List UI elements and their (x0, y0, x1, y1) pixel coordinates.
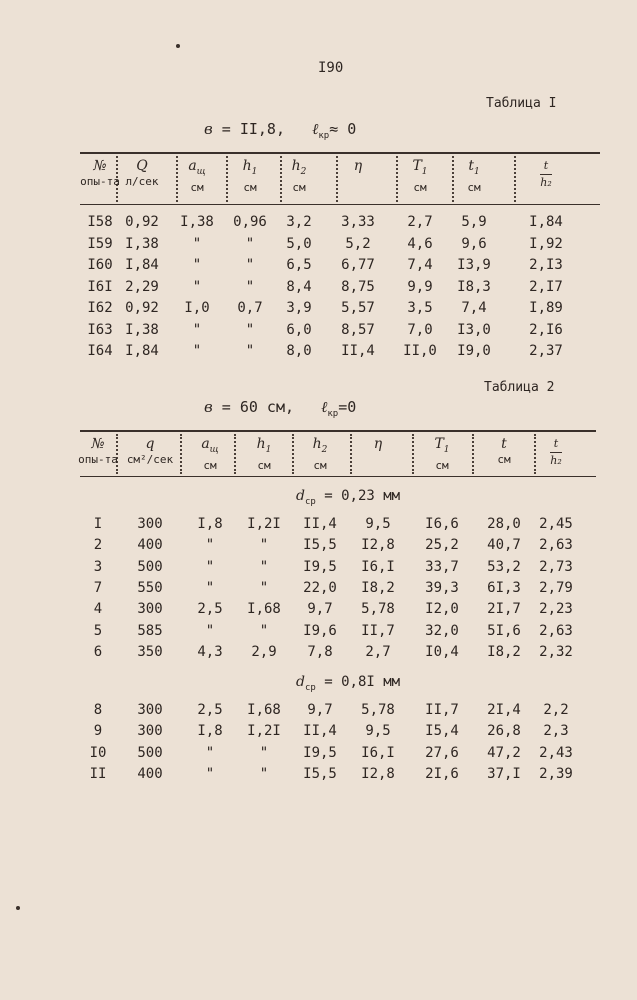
table2-cell: 2I,4 (487, 702, 521, 718)
table2-cell: 2 (93, 537, 103, 554)
header-subscript: 1 (421, 166, 428, 177)
table2-cell: I6,I (361, 744, 395, 761)
table1-cell: 6,0 (286, 321, 312, 338)
table1-cell: 2,I3 (529, 257, 563, 273)
table2-cell: " (259, 765, 269, 782)
table1-cell: 9,6 (461, 235, 487, 252)
table1-cell: 3,9 (286, 300, 312, 316)
table1-cell: 6,5 (286, 257, 312, 273)
table1-cell: I63 (87, 321, 113, 338)
header-symbol: $h_1$ (256, 436, 272, 455)
table2-cell: 26,8 (487, 723, 521, 740)
table2-cell: 300 (137, 516, 163, 532)
table2-cell: 8 (93, 702, 103, 718)
table1-cell: " (192, 343, 202, 359)
table2-cell: 400 (137, 537, 163, 554)
header-unit: см²/сек (126, 453, 174, 466)
table2-header-rule (80, 476, 596, 477)
table2-cell: I,68 (247, 601, 281, 618)
table1-cell: 7,4 (461, 300, 487, 316)
table2-cell: 5I,6 (487, 622, 521, 639)
table2-cell: 25,2 (425, 537, 459, 554)
header-subscript: щ (196, 166, 206, 177)
header-unit: см (497, 453, 511, 466)
table2-cell: 37,I (487, 765, 521, 782)
table2-cell: 2,73 (539, 558, 573, 575)
table2-cell: 2,9 (251, 643, 277, 660)
subtitle-value: = 0,8I мм (315, 674, 401, 690)
table2-cell: 39,3 (425, 579, 459, 596)
table1-cell: 3,5 (407, 300, 433, 316)
table2-cell: 300 (137, 723, 163, 740)
table2-cell: 350 (137, 643, 163, 660)
table1-cell: 2,I6 (529, 321, 563, 338)
table1-cell: 0,92 (125, 214, 159, 230)
table2-cell: I2,8 (361, 537, 395, 554)
table2-cell: II,7 (361, 622, 395, 639)
fraction-denominator: h₂ (540, 176, 552, 189)
table2-header-6 (412, 436, 472, 474)
table2-cell: I,8 (197, 723, 223, 740)
table2-cell: " (205, 537, 215, 554)
table2-cell: 53,2 (487, 558, 521, 575)
table1-condition (204, 120, 356, 141)
header-symbol: η (373, 436, 383, 452)
table2-cell: 2,7 (365, 643, 391, 660)
table2-cell: 7 (93, 579, 103, 596)
table2-cell: 585 (137, 622, 163, 639)
table1-cell: " (245, 278, 255, 295)
table2-cell: I0,4 (425, 643, 459, 660)
table1-header-4 (269, 158, 329, 196)
table2-cell: I2,8 (361, 765, 395, 782)
table2-cell: " (205, 744, 215, 761)
table2-header-1 (120, 436, 180, 468)
header-unit: см (435, 458, 449, 472)
b-value: = 60 см, (221, 398, 295, 416)
table2-cell: " (205, 579, 215, 596)
table2-cell: 9 (93, 723, 103, 740)
table1-cell: 9,9 (407, 278, 433, 295)
table1-cell: 2,I7 (529, 278, 563, 295)
fraction (550, 436, 562, 469)
table1-cell: 5,2 (345, 235, 371, 252)
table2-cell: 3 (93, 558, 103, 575)
l-value: =0 (338, 398, 357, 416)
header-symbol: $a_щ$ (201, 436, 219, 455)
table2-cell: 5 (93, 622, 103, 639)
table1-cell: I59 (87, 235, 113, 252)
table1-cell: " (192, 278, 202, 295)
table2-cell: I,68 (247, 702, 281, 718)
table1-header-5 (328, 158, 388, 174)
table2-cell: I5,4 (425, 723, 459, 740)
table1-header-8 (516, 158, 576, 191)
fraction-numerator: t (550, 436, 562, 453)
header-unit: опы-та (78, 453, 118, 466)
table2-cell: 5,78 (361, 702, 395, 718)
table1-cell: 8,75 (341, 278, 375, 295)
header-unit: см (190, 180, 204, 194)
table2-header-4 (290, 436, 350, 474)
table2-condition (204, 398, 356, 419)
l-subscript: кр (318, 131, 330, 141)
subtitle-symbol: d (296, 488, 305, 504)
table2-cell: I,8 (197, 516, 223, 532)
header-unit: см (292, 180, 306, 194)
table1-cell: I9,0 (457, 343, 491, 359)
table2-cell: 7,8 (307, 643, 333, 660)
table2-cell: 2,79 (539, 579, 573, 596)
table2-cell: I6,I (361, 558, 395, 575)
table2-cell: I8,2 (361, 579, 395, 596)
header-unit: см (203, 458, 217, 472)
table1-cell: I,0 (184, 300, 210, 316)
table1-cell: I,38 (125, 235, 159, 252)
table2-cell: 2,2 (543, 702, 569, 718)
table1-cell: I60 (87, 257, 113, 273)
table1-cell: 4,6 (407, 235, 433, 252)
header-symbol: q (145, 436, 155, 452)
table2-cell: 9,7 (307, 702, 333, 718)
page-number: I90 (318, 60, 344, 76)
table1-cell: I,92 (529, 235, 563, 252)
table2-cell: 2,39 (539, 765, 573, 782)
table1-cell: 2,37 (529, 343, 563, 359)
table2-cell: 9,7 (307, 601, 333, 618)
table2-header-3 (234, 436, 294, 474)
header-symbol: № (91, 436, 105, 452)
l-symbol: ℓ (312, 120, 319, 138)
table1-cell: 5,9 (461, 214, 487, 230)
table1-cell: 2,29 (125, 278, 159, 295)
header-symbol: $t_1$ (468, 158, 480, 177)
table1-cell: 3,2 (286, 214, 312, 230)
table2-header-7 (474, 436, 534, 468)
table2-header-5 (348, 436, 408, 452)
table2-cell: 2,23 (539, 601, 573, 618)
header-symbol: $h_2$ (312, 436, 328, 455)
header-subscript: щ (209, 444, 219, 455)
table1-cell: I,89 (529, 300, 563, 316)
group-subtitle (296, 674, 400, 693)
table2-cell: 6 (93, 643, 103, 660)
table1-cell: I,84 (125, 257, 159, 273)
table1-cell: I,38 (125, 321, 159, 338)
table1-cell: 8,4 (286, 278, 312, 295)
table1-cell: 6,77 (341, 257, 375, 273)
fraction (540, 158, 552, 191)
ink-spot (16, 906, 20, 910)
table2-cell: " (259, 537, 269, 554)
table2-cell: 27,6 (425, 744, 459, 761)
subtitle-subscript: ср (304, 496, 316, 507)
subtitle-subscript: ср (304, 682, 316, 693)
header-unit: опы-та (80, 175, 120, 188)
fraction-numerator: t (540, 158, 552, 175)
table2-cell: " (259, 744, 269, 761)
header-symbol: t (501, 436, 507, 452)
fraction-denominator: h₂ (550, 454, 562, 467)
table1-header-rule (80, 204, 600, 205)
table2-cell: 28,0 (487, 516, 521, 532)
table1-cell: 3,33 (341, 214, 375, 230)
table2-cell: I,2I (247, 723, 281, 740)
table2-cell: 9,5 (365, 723, 391, 740)
table2-cell: I9,6 (303, 622, 337, 639)
header-symbol: $a_щ$ (188, 158, 206, 177)
l-subscript: кр (327, 409, 339, 419)
table1-cell: " (192, 235, 202, 252)
header-unit: см (313, 458, 327, 472)
table2-cell: 33,7 (425, 558, 459, 575)
table2-cell: 9,5 (365, 516, 391, 532)
header-subscript: 2 (321, 444, 328, 455)
table1-cell: II,4 (341, 343, 375, 359)
table2-cell: " (259, 558, 269, 575)
table1-cell: 5,0 (286, 235, 312, 252)
table1-cell: I3,9 (457, 257, 491, 273)
table1-cell: I8,3 (457, 278, 491, 295)
table2-cell: 2,63 (539, 537, 573, 554)
table1-cell: I6I (87, 278, 113, 295)
header-subscript: 1 (473, 166, 480, 177)
table1-cell: I62 (87, 300, 113, 316)
b-value: = II,8, (221, 120, 285, 138)
table2-cell: 2,5 (197, 601, 223, 618)
table1-header-6 (390, 158, 450, 196)
table1-cell: I,84 (529, 214, 563, 230)
table2-top-rule (80, 430, 596, 432)
table2-cell: " (259, 579, 269, 596)
table2-cell: 40,7 (487, 537, 521, 554)
header-unit: см (467, 180, 481, 194)
table1-cell: " (245, 235, 255, 252)
header-subscript: 1 (443, 444, 450, 455)
table1-cell: " (192, 321, 202, 338)
table1-cell: 2,7 (407, 214, 433, 230)
table2-cell: 4,3 (197, 643, 223, 660)
header-subscript: 2 (300, 166, 307, 177)
table2-cell: I2,0 (425, 601, 459, 618)
table1-header-2 (167, 158, 227, 196)
table1-cell: I,38 (180, 214, 214, 230)
header-symbol: η (353, 158, 363, 174)
table2-cell: 47,2 (487, 744, 521, 761)
table2-cell: 2,43 (539, 744, 573, 761)
table1-cell: I58 (87, 214, 113, 230)
table2-cell: 5,78 (361, 601, 395, 618)
table2-cell: I,2I (247, 516, 281, 532)
table2-cell: 300 (137, 702, 163, 718)
table2-cell: I (93, 516, 103, 532)
table2-cell: 300 (137, 601, 163, 618)
table2-cell: 2I,6 (425, 765, 459, 782)
table1-cell: 8,0 (286, 343, 312, 359)
table1-cell: 7,0 (407, 321, 433, 338)
header-subscript: 1 (265, 444, 272, 455)
table2-cell: II,4 (303, 723, 337, 740)
table2-cell: I5,5 (303, 765, 337, 782)
table1-top-rule (80, 152, 600, 154)
table2-cell: 400 (137, 765, 163, 782)
table2-cell: 32,0 (425, 622, 459, 639)
subtitle-value: = 0,23 мм (315, 488, 401, 504)
table2-cell: 2,45 (539, 516, 573, 532)
subtitle-symbol: d (296, 674, 305, 690)
table2-cell: I8,2 (487, 643, 521, 660)
table1-cell: I64 (87, 343, 113, 359)
table2-cell: I9,5 (303, 744, 337, 761)
table1-header-7 (444, 158, 504, 196)
table2-caption: Таблица 2 (484, 380, 555, 395)
table1-cell: I,84 (125, 343, 159, 359)
table2-cell: I6,6 (425, 516, 459, 532)
table2-cell: 22,0 (303, 579, 337, 596)
table1-cell: 0,7 (237, 300, 263, 316)
l-value: ≈ 0 (329, 120, 357, 138)
header-symbol: $h_2$ (291, 158, 307, 177)
table1-cell: 0,92 (125, 300, 159, 316)
header-unit: л/сек (125, 175, 159, 188)
table2-cell: " (205, 765, 215, 782)
l-symbol: ℓ (321, 398, 328, 416)
table1-cell: I3,0 (457, 321, 491, 338)
header-symbol: Q (136, 158, 148, 174)
table2-cell: 550 (137, 579, 163, 596)
b-symbol: в (204, 120, 213, 138)
header-unit: см (257, 458, 271, 472)
header-symbol: $T_1$ (412, 158, 428, 177)
table2-cell: I5,5 (303, 537, 337, 554)
group-subtitle (296, 488, 400, 507)
table2-cell: II,4 (303, 516, 337, 532)
ink-spot (176, 44, 180, 48)
table2-cell: II (89, 765, 107, 782)
table2-cell: " (259, 622, 269, 639)
table2-cell: 2,63 (539, 622, 573, 639)
table2-cell: " (205, 622, 215, 639)
table2-cell: 6I,3 (487, 579, 521, 596)
table1-cell: " (245, 321, 255, 338)
table2-cell: 4 (93, 601, 103, 618)
header-symbol: $T_1$ (434, 436, 450, 455)
header-unit: см (243, 180, 257, 194)
table2-header-0 (68, 436, 128, 468)
table2-cell: II,7 (425, 702, 459, 718)
table1-cell: II,0 (403, 343, 437, 359)
table2-cell: 500 (137, 558, 163, 575)
table2-cell: I0 (89, 744, 107, 761)
table1-header-1 (112, 158, 172, 190)
table1-cell: 7,4 (407, 257, 433, 273)
table1-cell: " (245, 343, 255, 359)
table1-caption: Таблица I (486, 96, 557, 111)
table2-cell: I9,5 (303, 558, 337, 575)
table2-header-8 (526, 436, 586, 469)
table1-cell: 0,96 (233, 214, 267, 230)
table2-cell: 2,3 (543, 723, 569, 740)
table2-cell: " (205, 558, 215, 575)
table2-cell: 2,5 (197, 702, 223, 718)
table1-cell: " (245, 257, 255, 273)
table1-cell: " (192, 257, 202, 273)
header-subscript: 1 (251, 166, 258, 177)
table1-cell: 8,57 (341, 321, 375, 338)
table2-cell: 2,32 (539, 643, 573, 660)
table2-header-2 (180, 436, 240, 474)
header-unit: см (413, 180, 427, 194)
table2-cell: 2I,7 (487, 601, 521, 618)
header-symbol: № (93, 158, 107, 174)
table2-cell: 500 (137, 744, 163, 761)
header-symbol: $h_1$ (242, 158, 258, 177)
b-symbol: в (204, 398, 213, 416)
table1-cell: 5,57 (341, 300, 375, 316)
